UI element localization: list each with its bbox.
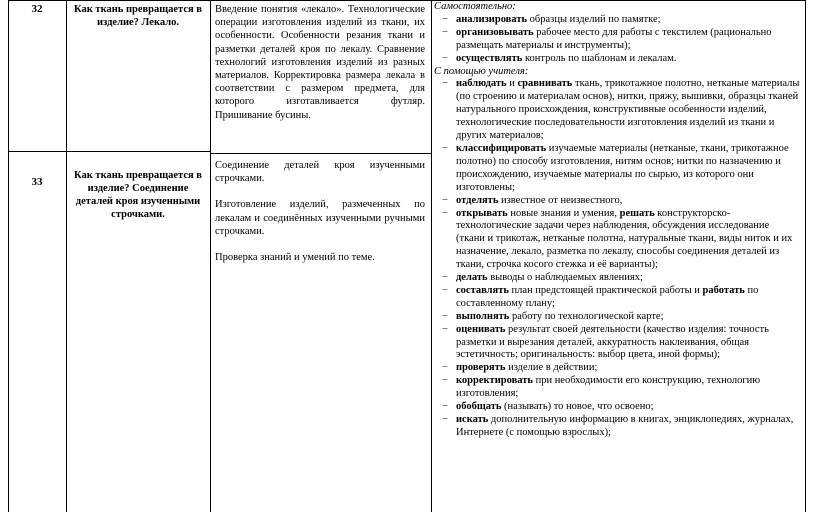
activity-item: − искать дополнительную информацию в книгах, энциклопедиях, журналах, Интернете (с помощью взрослых); bbox=[442, 414, 794, 438]
activity-item: − осуществлять контроль по шаблонам и лекалам. bbox=[442, 52, 677, 64]
row-number: 32 bbox=[31, 3, 43, 15]
row-topic: Как ткань превращается в изделие? Соединение деталей кроя изученными строчками. bbox=[74, 170, 202, 220]
activity-item: − составлять план предстоящей практической работы и работать по составленному плану; bbox=[442, 284, 759, 309]
row-topic: Как ткань превращается в изделие? Лекало. bbox=[74, 4, 202, 28]
activity-item: − делать выводы о наблюдаемых явлениях; bbox=[442, 272, 643, 284]
row-divider bbox=[9, 151, 210, 152]
row-content: Соединение деталей кроя изученными строчками. Изготовление изделий, размеченных по лекалам и соединённых изученными ручными строчками. Проверка знаний и умений по теме. bbox=[215, 160, 425, 264]
row-content: Введение понятия «лекало». Технологические операции изготовления изделий из ткани, их особенности. Особенности резания ткани и разметки деталей кроя по лекалу. Сравнение технологий изготовления изделий из разных материалов. Корректировка размера лекала в соответствии с размером предмета, для которого изготавливается футляр. Пришивание бусины. bbox=[215, 4, 425, 121]
teacher-header: С помощью учителя: bbox=[434, 65, 529, 77]
row-number: 33 bbox=[31, 176, 43, 188]
column-divider bbox=[66, 1, 67, 512]
activity-item: − классифицировать изучаемые материалы (нетканые, ткани, трикотажное полотно) по способу изготовления, нитям основ; нитки по назначению и происхождению, изучаемые материалы по сырью, из которого они изготовлены; bbox=[442, 142, 789, 193]
activity-item: − корректировать при необходимости его конструкцию, технологию изготовления; bbox=[442, 375, 761, 400]
column-divider bbox=[210, 1, 211, 512]
activity-item: − оценивать результат своей деятельности (качество изделия: точность разметки и вырезания деталей, аккуратность наклеивания, общая эстетичность; оригинальность: выбор цвета, иной формы); bbox=[442, 323, 769, 361]
activity-item: − открывать новые знания и умения, решать конструкторско-технологические задачи через наблюдения, обсуждения исследование (ткани и трикотаж, нетканые полотна, натуральные ткани, виды ниток и их назначение, лекало, разметка по лекалу, способы соединения деталей из ткани, строчка косого стежка и её варианты); bbox=[442, 207, 793, 271]
activity-item: − обобщать (называть) то новое, что освоено; bbox=[442, 401, 654, 413]
row-divider bbox=[210, 153, 431, 154]
activity-item: − организовывать рабочее место для работы с текстилем (рационально размещать материалы и инструменты); bbox=[442, 26, 772, 51]
self-header: Самостоятельно: bbox=[434, 1, 516, 12]
student-activities bbox=[430, 1, 800, 440]
activity-item: − выполнять работу по технологической карте; bbox=[442, 310, 664, 322]
activity-item: − отделять известное от неизвестного, bbox=[442, 194, 623, 206]
activity-item: − проверять изделие в действии; bbox=[442, 362, 598, 374]
activity-item: − анализировать образцы изделий по памятке; bbox=[442, 13, 661, 25]
activity-item: − наблюдать и сравнивать ткань, трикотажное полотно, нетканые материалы (по строению и материалам основ), нитки, пряжу, вышивки, образцы тканей натурального происхождения, конструктивные особенности изделий, технологические последовательности изготовления изделий из ткани и других материалов; bbox=[442, 78, 800, 142]
